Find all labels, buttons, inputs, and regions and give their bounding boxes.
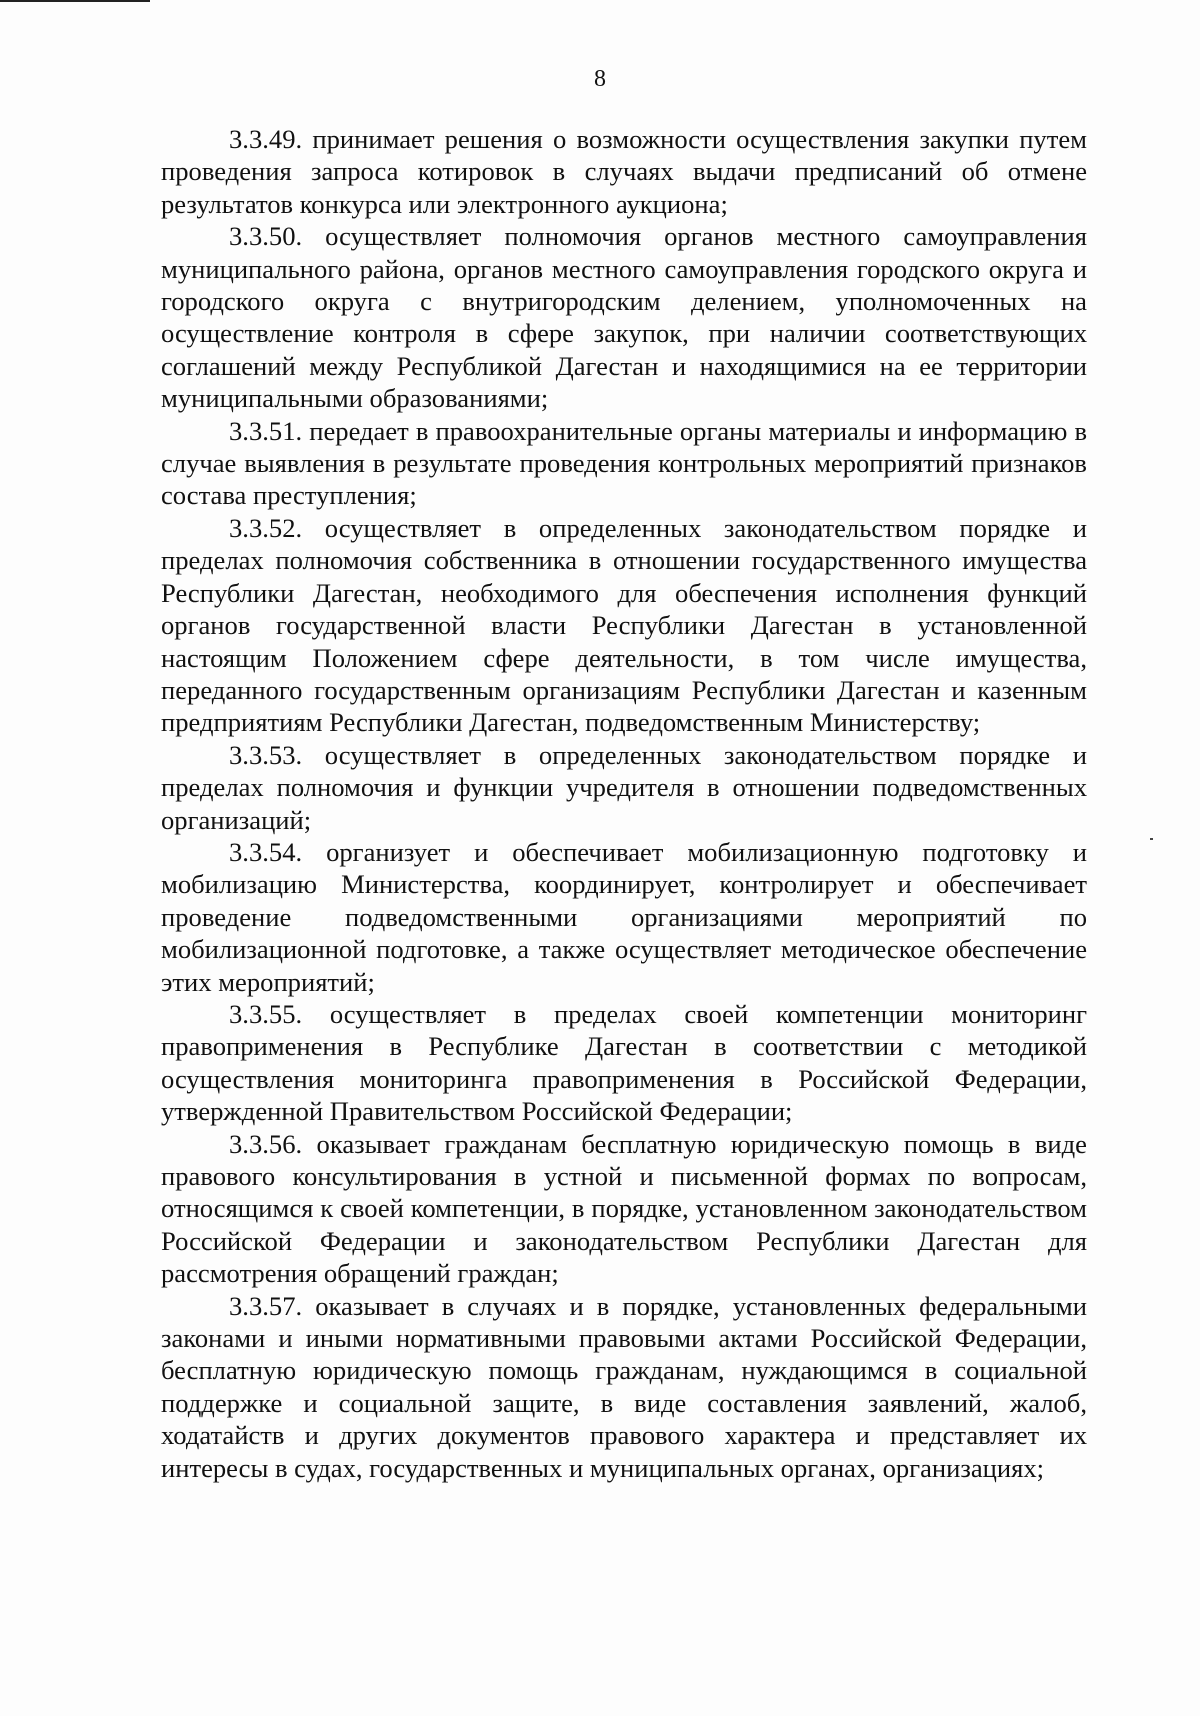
paragraph-3-3-54: 3.3.54. организует и обеспечивает мобилизационную подготовку и мобилизацию Министерства, координирует, контролирует и обеспечивает проведение подведомственными организациями мероприятий по мобилизационной подготовке, а также осуществляет методическое обеспечение этих мероприятий; [161, 836, 1087, 997]
paragraph-3-3-52: 3.3.52. осуществляет в определенных законодательством порядке и пределах полномочия собственника в отношении государственного имущества Республики Дагестан, необходимого для обеспечения исполнения функций органов государственной власти Республики Дагестан в установленной настоящим Положением сфере деятельности, в том числе имущества, переданного государственным организациям Республики Дагестан и казенным предприятиям Республики Дагестан, подведомственным Министерству; [161, 512, 1087, 738]
page-number: 8 [594, 66, 606, 92]
paragraph-3-3-56: 3.3.56. оказывает гражданам бесплатную юридическую помощь в виде правового консультирования в устной и письменной формах по вопросам, относящимся к своей компетенции, в порядке, установленном законодательством Российской Федерации и законодательством Республики Дагестан для рассмотрения обращений граждан; [161, 1128, 1087, 1289]
paragraph-3-3-57: 3.3.57. оказывает в случаях и в порядке, установленных федеральными законами и иными нормативными правовыми актами Российской Федерации, бесплатную юридическую помощь гражданам, нуждающимся в социальной поддержке и социальной защите, в виде составления заявлений, жалоб, ходатайств и других документов правового характера и представляет их интересы в судах, государственных и муниципальных органах, организациях; [161, 1290, 1087, 1483]
document-body [161, 123, 1087, 1484]
scan-edge-mark [0, 0, 150, 2]
paragraph-3-3-51: 3.3.51. передает в правоохранительные органы материалы и информацию в случае выявления в результате проведения контрольных мероприятий признаков состава преступления; [161, 415, 1087, 511]
scan-dust-mark [1150, 838, 1153, 840]
paragraph-3-3-49: 3.3.49. принимает решения о возможности осуществления закупки путем проведения запроса котировок в случаях выдачи предписаний об отмене результатов конкурса или электронного аукциона; [161, 124, 1087, 219]
paragraph-3-3-50: 3.3.50. осуществляет полномочия органов местного самоуправления муниципального района, органов местного самоуправления городского округа и городского округа с внутригородским делением, уполномоченных на осуществление контроля в сфере закупок, при наличии соответствующих соглашений между Республикой Дагестан и находящимися на ее территории муниципальными образованиями; [161, 221, 1087, 414]
paragraph-3-3-53: 3.3.53. осуществляет в определенных законодательством порядке и пределах полномочия и функции учредителя в отношении подведомственных организаций; [161, 739, 1087, 835]
paragraph-3-3-55: 3.3.55. осуществляет в пределах своей компетенции мониторинг правоприменения в Республике Дагестан в соответствии с методикой осуществления мониторинга правоприменения в Российской Федерации, утвержденной Правительством Российской Федерации; [161, 998, 1087, 1127]
